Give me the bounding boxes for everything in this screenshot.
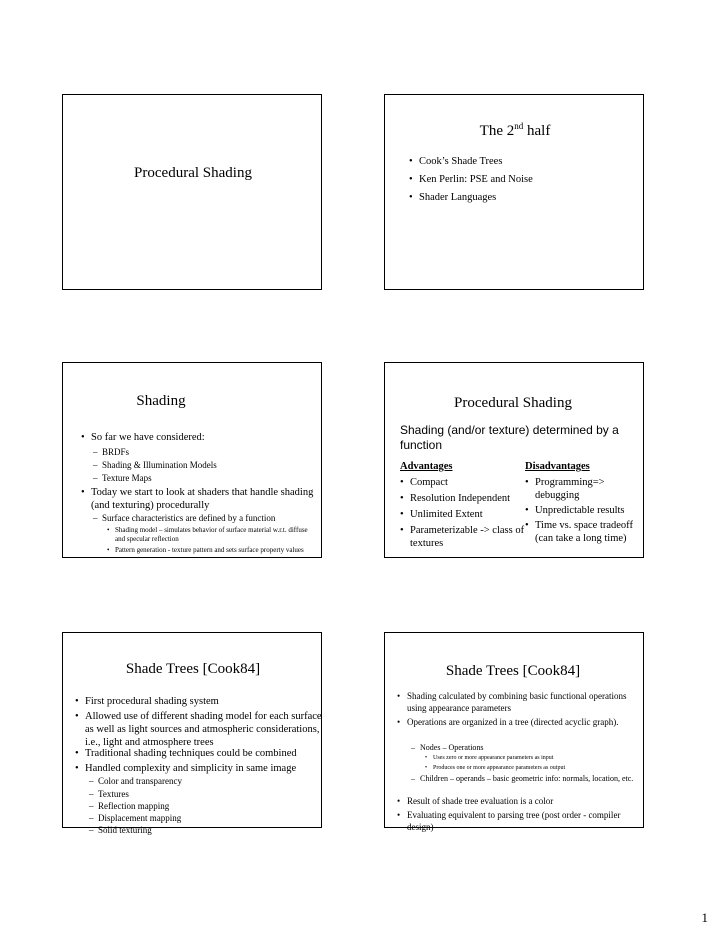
disadvantages-header: Disadvantages (525, 461, 590, 472)
disadvantage-item: • Unpredictable results (525, 505, 625, 516)
slide-2-title-sup: nd (514, 121, 524, 131)
slide-5-title: Shade Trees [Cook84] (125, 661, 261, 677)
slide-3-sub-sub-bullet: • Pattern generation - texture pattern and sets surface property values (107, 546, 304, 554)
slide-3 (62, 362, 322, 558)
slide-6 (384, 632, 644, 832)
disadvantage-item: • Programming=> debugging (525, 477, 605, 501)
page-number: 1 (701, 910, 708, 925)
advantage-item: • Compact (400, 477, 448, 488)
slide-5-sub-bullet: – Solid texturing (89, 825, 152, 835)
slide-2-title-main: The 2 (479, 123, 515, 139)
slide-4-intro: Shading (and/or texture) determined by a function (400, 423, 619, 452)
slide-1-title: Procedural Shading (134, 165, 252, 181)
slide-2-bullet: • Ken Perlin: PSE and Noise (409, 174, 533, 185)
slide-6-sub-bullet: – Children – operands – basic geometric info: normals, location, etc. (411, 774, 634, 783)
slide-6-sub-sub-bullet: • Uses zero or more appearance parameters as input (425, 755, 554, 761)
advantage-item: • Resolution Independent (400, 493, 511, 504)
advantages-header: Advantages (400, 461, 453, 472)
slide-5-bullet: • Handled complexity and simplicity in same image (75, 763, 297, 774)
slide-3-sub-sub-bullet: • Shading model – simulates behavior of surface material w.r.t. diffuse and specular reflection (107, 526, 308, 543)
advantage-item: • Unlimited Extent (400, 509, 483, 520)
slide-6-bullet: • Evaluating equivalent to parsing tree (post order - compiler design) (397, 810, 621, 832)
slide-5-bullet: • Traditional shading techniques could be combined (75, 748, 297, 759)
slide-3-sub-bullet: – Texture Maps (93, 473, 152, 483)
slide-3-sub-bullet: – Surface characteristics are defined by a function (93, 513, 276, 523)
slide-2-bullet: • Cook’s Shade Trees (409, 156, 503, 167)
slide-6-sub-sub-bullet: • Produces one or more appearance parameters as output (425, 765, 566, 771)
slide-3-sub-bullet: – BRDFs (93, 447, 130, 457)
slide-5 (62, 632, 322, 835)
slide-3-title: Shading (136, 393, 186, 409)
slide-3-bullet: • So far we have considered: (81, 432, 205, 443)
slide-5-sub-bullet: – Textures (89, 789, 129, 799)
slide-6-bullet: • Operations are organized in a tree (directed acyclic graph). (397, 717, 619, 727)
slide-5-sub-bullet: – Color and transparency (89, 776, 182, 786)
slide-3-sub-bullet: – Shading & Illumination Models (93, 460, 217, 470)
slide-6-bullet: • Shading calculated by combining basic functional operations using appearance parameters (397, 691, 627, 713)
slide-5-sub-bullet: – Reflection mapping (89, 801, 170, 811)
slide-6-title: Shade Trees [Cook84] (445, 663, 581, 679)
slide-1 (62, 94, 322, 290)
slide-5-bullet: • First procedural shading system (75, 696, 219, 707)
slide-4 (384, 362, 644, 558)
advantage-item: • Parameterizable -> class of textures (400, 525, 525, 549)
slide-3-bullet: • Today we start to look at shaders that handle shading (and texturing) procedurally (81, 487, 314, 511)
slide-6-bullet: • Result of shade tree evaluation is a color (397, 796, 554, 806)
slide-2 (384, 94, 644, 290)
slide-2-title (385, 121, 645, 140)
slide-6-sub-bullet: – Nodes – Operations (411, 743, 484, 752)
disadvantage-item: • Time vs. space tradeoff (can take a long time) (525, 520, 633, 544)
slide-4-title: Procedural Shading (454, 395, 572, 411)
slide-5-bullet: • Allowed use of different shading model for each surface as well as light sources and atmospheric considerations, i.e., light and atmosphere trees (75, 711, 322, 748)
slide-2-bullet: • Shader Languages (409, 192, 497, 203)
slide-2-title-rest: half (523, 123, 551, 139)
slide-5-sub-bullet: – Displacement mapping (89, 813, 182, 823)
